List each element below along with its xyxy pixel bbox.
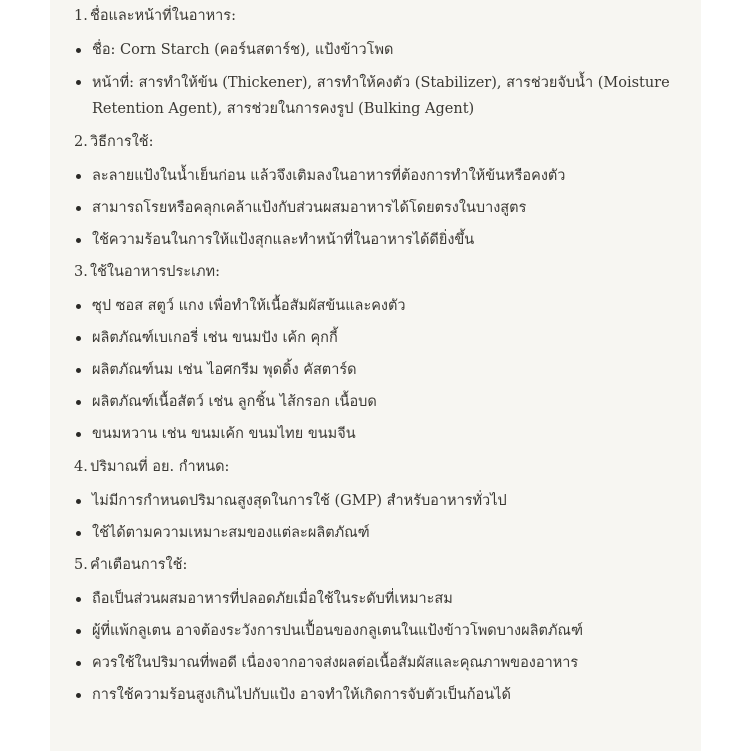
section-title: วิธีการใช้: bbox=[90, 133, 154, 150]
section-heading bbox=[74, 262, 674, 282]
list-item bbox=[74, 38, 674, 63]
bullet-icon bbox=[76, 336, 81, 341]
section-number: 5. bbox=[74, 557, 88, 573]
chat-response-panel bbox=[50, 0, 701, 751]
section-title: ชื่อและหน้าที่ในอาหาร: bbox=[90, 8, 236, 24]
list-item bbox=[74, 228, 674, 253]
list-item bbox=[74, 489, 674, 514]
bullet-icon bbox=[76, 48, 81, 53]
bullet-icon bbox=[76, 174, 81, 179]
list-item bbox=[74, 390, 674, 415]
list-item-text: ควรใช้ในปริมาณที่พอดี เนื่องจากอาจส่งผลต่อเนื้อสัมผัสและคุณภาพของอาหาร bbox=[92, 655, 579, 671]
list-item bbox=[74, 70, 674, 122]
bullet-icon bbox=[76, 432, 81, 437]
list-item-text: ซุป ซอส สตูว์ แกง เพื่อทำให้เนื้อสัมผัสข้นและคงตัว bbox=[92, 298, 406, 314]
response-content bbox=[74, 6, 674, 718]
section-3 bbox=[74, 262, 674, 447]
section-list bbox=[74, 38, 674, 122]
section-4 bbox=[74, 457, 674, 546]
list-item bbox=[74, 683, 674, 708]
list-item-text: ใช้ได้ตามความเหมาะสมของแต่ละผลิตภัณฑ์ bbox=[92, 524, 370, 541]
list-item bbox=[74, 164, 674, 189]
section-number: 4. bbox=[74, 458, 88, 475]
bullet-icon bbox=[76, 499, 81, 504]
section-number: 2. bbox=[74, 133, 88, 150]
bullet-icon bbox=[76, 368, 81, 373]
list-item-text: ผลิตภัณฑ์นม เช่น ไอศกรีม พุดดิ้ง คัสตาร์ด bbox=[92, 362, 357, 378]
section-list bbox=[74, 587, 674, 708]
list-item-text: ผลิตภัณฑ์เนื้อสัตว์ เช่น ลูกชิ้น ไส้กรอก เนื้อบด bbox=[92, 394, 377, 410]
list-item bbox=[74, 422, 674, 447]
list-item bbox=[74, 587, 674, 612]
list-item-text: สามารถโรยหรือคลุกเคล้าแป้งกับส่วนผสมอาหารได้โดยตรงในบางสูตร bbox=[92, 199, 527, 216]
section-number: 3. bbox=[74, 264, 88, 280]
bullet-icon bbox=[76, 661, 81, 666]
bullet-icon bbox=[76, 206, 81, 211]
section-5 bbox=[74, 555, 674, 708]
list-item-text: หน้าที่: สารทำให้ข้น (Thickener), สารทำให้คงตัว (Stabilizer), สารช่วยจับน้ำ (Moisture Retention Agent), สารช่วยในการคงรูป (Bulking Agent) bbox=[92, 75, 670, 117]
section-heading bbox=[74, 6, 674, 26]
section-title: คำเตือนการใช้: bbox=[90, 557, 188, 573]
section-list bbox=[74, 294, 674, 447]
list-item-text: ผู้ที่แพ้กลูเตน อาจต้องระวังการปนเปื้อนของกลูเตนในแป้งข้าวโพดบางผลิตภัณฑ์ bbox=[92, 623, 583, 639]
list-item-text: ผลิตภัณฑ์เบเกอรี่ เช่น ขนมปัง เค้ก คุกกี้ bbox=[92, 330, 338, 346]
section-heading bbox=[74, 457, 674, 477]
section-1 bbox=[74, 6, 674, 122]
list-item bbox=[74, 521, 674, 546]
list-item bbox=[74, 196, 674, 221]
list-item bbox=[74, 358, 674, 383]
bullet-icon bbox=[76, 238, 81, 243]
list-item-text: ชื่อ: Corn Starch (คอร์นสตาร์ช), แป้งข้าวโพด bbox=[92, 42, 394, 58]
list-item-text: ใช้ความร้อนในการให้แป้งสุกและทำหน้าที่ในอาหารได้ดียิ่งขึ้น bbox=[92, 231, 475, 248]
bullet-icon bbox=[76, 80, 81, 85]
list-item-text: การใช้ความร้อนสูงเกินไปกับแป้ง อาจทำให้เกิดการจับตัวเป็นก้อนได้ bbox=[92, 687, 511, 703]
section-heading bbox=[74, 132, 674, 152]
section-list bbox=[74, 489, 674, 546]
list-item-text: ไม่มีการกำหนดปริมาณสูงสุดในการใช้ (GMP) สำหรับอาหารทั่วไป bbox=[92, 492, 507, 509]
list-item bbox=[74, 651, 674, 676]
list-item bbox=[74, 294, 674, 319]
bullet-icon bbox=[76, 597, 81, 602]
section-title: ปริมาณที่ อย. กำหนด: bbox=[90, 458, 230, 475]
bullet-icon bbox=[76, 531, 81, 536]
list-item-text: ขนมหวาน เช่น ขนมเค้ก ขนมไทย ขนมจีน bbox=[92, 426, 356, 442]
list-item-text: ละลายแป้งในน้ำเย็นก่อน แล้วจึงเติมลงในอาหารที่ต้องการทำให้ข้นหรือคงตัว bbox=[92, 167, 566, 184]
section-number: 1. bbox=[74, 8, 88, 24]
section-list bbox=[74, 164, 674, 253]
list-item bbox=[74, 619, 674, 644]
section-title: ใช้ในอาหารประเภท: bbox=[90, 264, 220, 280]
list-item-text: ถือเป็นส่วนผสมอาหารที่ปลอดภัยเมื่อใช้ในระดับที่เหมาะสม bbox=[92, 591, 453, 607]
section-heading bbox=[74, 555, 674, 575]
bullet-icon bbox=[76, 400, 81, 405]
bullet-icon bbox=[76, 629, 81, 634]
list-item bbox=[74, 326, 674, 351]
bullet-icon bbox=[76, 693, 81, 698]
section-2 bbox=[74, 132, 674, 253]
bullet-icon bbox=[76, 304, 81, 309]
